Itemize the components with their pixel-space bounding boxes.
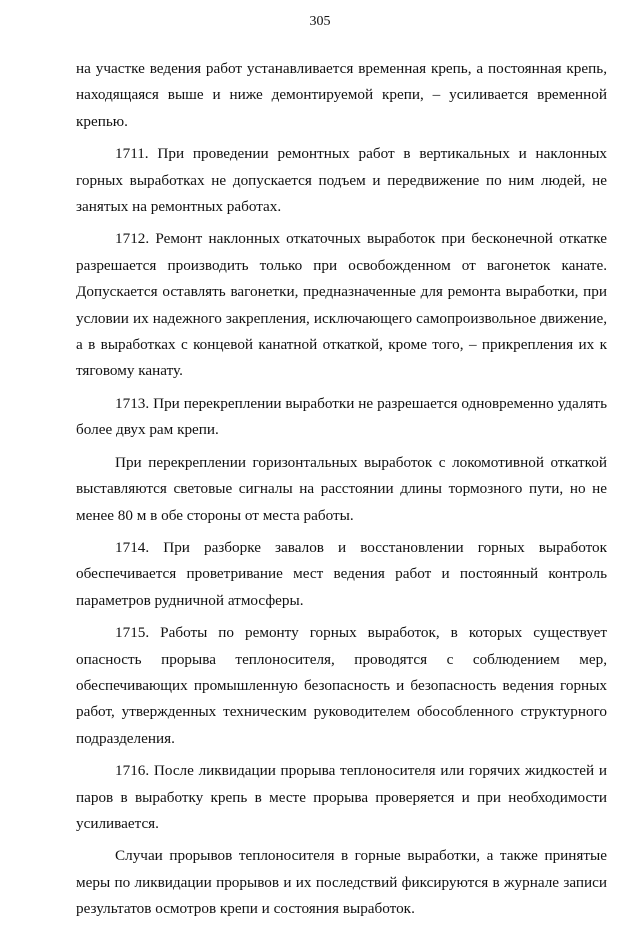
paragraph-1712: 1712. Ремонт наклонных откаточных выработок при бесконечной откатке разрешается производить только при освобожденном от вагонеток канате. Допускается оставлять вагонетки, предназначенные для ремонта выработки, при условии их надежного закрепления, исключающего самопроизвольное движение, а в выработках с концевой канатной откаткой, кроме того, – прикрепления их к тяговому канату. <box>76 230 607 380</box>
paragraph-1715: 1715. Работы по ремонту горных выработок, в которых существует опасность прорыва теплоносителя, проводятся с соблюдением мер, обеспечивающих промышленную безопасность и безопасность ведения горных работ, утвержденных техническим руководителем обособленного структурного подразделения. <box>76 624 607 747</box>
document-body <box>76 56 607 925</box>
paragraph-1716: 1716. После ликвидации прорыва теплоносителя или горячих жидкостей и паров в выработку крепь в месте прорыва проверяется и при необходимости усиливается. <box>76 762 607 832</box>
page-number: 305 <box>309 14 331 29</box>
paragraph-continuation: на участке ведения работ устанавливается временная крепь, а постоянная крепь, находящаяся выше и ниже демонтируемой крепи, – усиливается временной крепью. <box>76 60 607 130</box>
paragraph-1713: 1713. При перекреплении выработки не разрешается одновременно удалять более двух рам крепи. <box>76 394 607 439</box>
paragraph-1711: 1711. При проведении ремонтных работ в вертикальных и наклонных горных выработках не допускается подъем и передвижение по ним людей, не занятых на ремонтных работах. <box>76 145 607 216</box>
paragraph-1713-signals: При перекреплении горизонтальных выработок с локомотивной откаткой выставляются световые сигналы на расстоянии длины тормозного пути, но не менее 80 м в обе стороны от места работы. <box>76 453 607 524</box>
paragraph-1716-cases: Случаи прорывов теплоносителя в горные выработки, а также принятые меры по ликвидации прорывов и их последствий фиксируются в журнале записи результатов осмотров крепи и состояния выработок. <box>76 847 607 918</box>
paragraph-1714: 1714. При разборке завалов и восстановлении горных выработок обеспечивается проветривание мест ведения работ и постоянный контроль параметров рудничной атмосферы. <box>76 538 607 609</box>
